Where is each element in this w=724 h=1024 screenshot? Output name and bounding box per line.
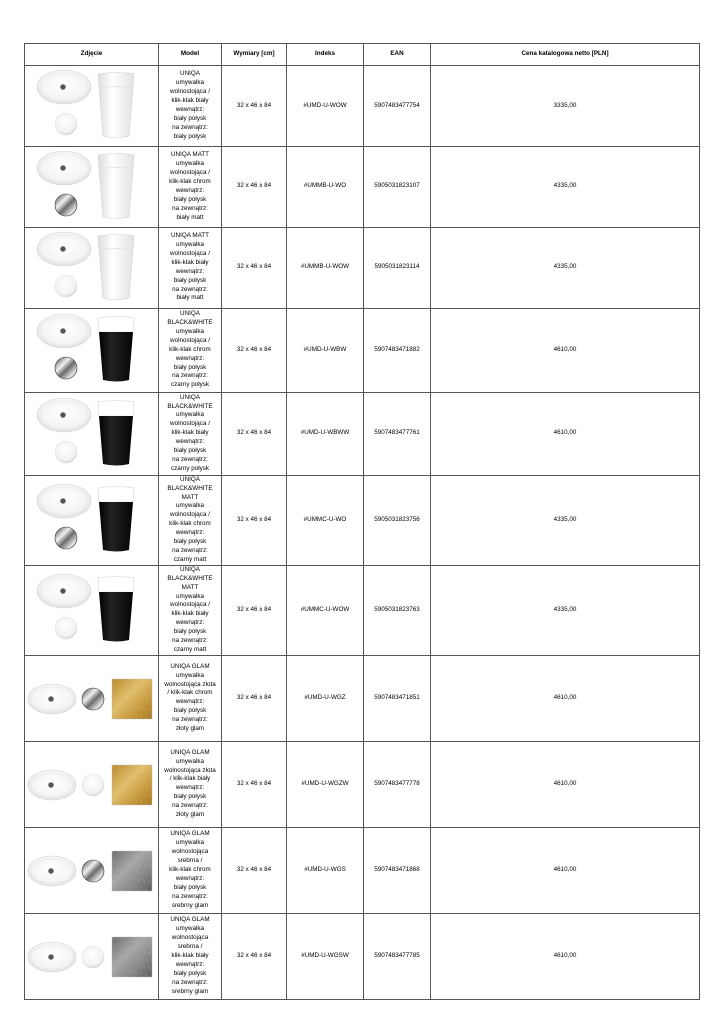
model-description	[159, 655, 222, 741]
table-row	[25, 146, 700, 227]
white-click-clack-icon	[55, 441, 77, 463]
model-line: na zewnątrz:	[172, 716, 208, 724]
model-line: wewnątrz:	[175, 267, 205, 275]
model-line: złoty glam	[175, 725, 205, 733]
model-line: wewnątrz:	[175, 186, 205, 194]
table-row	[25, 913, 700, 999]
product-photo	[25, 146, 159, 227]
model-line: na zewnątrz:	[172, 978, 208, 986]
product-photo	[25, 475, 159, 565]
model-line: umywalka	[176, 327, 204, 335]
model-line: na zewnątrz:	[172, 123, 208, 131]
ean-cell: 5907483477785	[364, 913, 431, 999]
model-line: biały matt	[176, 213, 204, 221]
basin-top-view	[37, 484, 91, 518]
basin-top-view	[37, 151, 91, 185]
model-line: UNIQA	[180, 310, 200, 318]
white-pedestal-basin-image	[98, 153, 134, 218]
model-line: na zewnątrz:	[172, 285, 208, 293]
index-cell: #UMD-U-WGZW	[287, 741, 364, 827]
model-line: klik-klak biały	[171, 258, 209, 266]
index-cell: #UMD-U-WBWW	[287, 392, 364, 475]
table-row	[25, 565, 700, 655]
basin-top-view	[28, 684, 76, 714]
ean-cell: 5907483477754	[364, 66, 431, 147]
model-line: / klik-klak chrom	[167, 689, 213, 697]
table-row	[25, 227, 700, 308]
price-cell: 4335,00	[431, 227, 700, 308]
dimensions-cell: 32 x 46 x 84	[222, 392, 287, 475]
ean-cell: 5905031823763	[364, 565, 431, 655]
model-line: na zewnątrz:	[172, 372, 208, 380]
model-line: srebrna /	[177, 856, 203, 864]
model-line: na zewnątrz:	[172, 892, 208, 900]
model-line: wolnostojąca /	[170, 336, 210, 344]
product-photo-illustration	[26, 658, 158, 734]
model-line: UNIQA MATT	[170, 232, 209, 240]
model-line: czarny połysk	[170, 381, 210, 389]
index-cell: #UMMB-U-WOW	[287, 227, 364, 308]
model-line: biały połysk	[173, 969, 207, 977]
model-line: umywalka	[176, 592, 204, 600]
model-description	[159, 565, 222, 655]
model-line: biały połysk	[173, 707, 207, 715]
price-cell: 4610,00	[431, 827, 700, 913]
chrome-click-clack-icon	[82, 688, 104, 710]
model-line: wewnątrz:	[175, 354, 205, 362]
model-line: wewnątrz:	[175, 784, 205, 792]
model-line: na zewnątrz:	[172, 204, 208, 212]
model-line: wolnostojąca /	[170, 88, 210, 96]
model-line: wolnostojąca /	[170, 420, 210, 428]
model-line: wewnątrz:	[175, 619, 205, 627]
model-line: biały połysk	[173, 883, 207, 891]
header-photo: Zdjęcie	[25, 44, 159, 66]
ean-cell: 5907483471882	[364, 308, 431, 392]
index-cell: #UMD-U-WGZ	[287, 655, 364, 741]
model-description	[159, 227, 222, 308]
ean-cell: 5905031823756	[364, 475, 431, 565]
product-photo-illustration	[26, 310, 158, 386]
basin-top-view	[37, 314, 91, 348]
model-line: umywalka	[176, 839, 204, 847]
model-description	[159, 392, 222, 475]
table-row	[25, 308, 700, 392]
dimensions-cell: 32 x 46 x 84	[222, 66, 287, 147]
model-line: klik-klak chrom	[169, 865, 211, 873]
price-cell: 4335,00	[431, 565, 700, 655]
dimensions-cell: 32 x 46 x 84	[222, 475, 287, 565]
basin-top-view	[37, 398, 91, 432]
model-description	[159, 146, 222, 227]
model-line: umywalka	[176, 757, 204, 765]
index-cell: #UMMC-U-WOW	[287, 565, 364, 655]
basin-top-view	[37, 232, 91, 266]
ean-cell: 5907483471851	[364, 655, 431, 741]
model-line: BLACK&WHITE	[167, 402, 213, 410]
model-line: wolnostojąca złota	[164, 766, 216, 774]
model-line: umywalka	[176, 160, 204, 168]
product-photo	[25, 655, 159, 741]
price-cell: 4335,00	[431, 146, 700, 227]
model-line: umywalka	[176, 79, 204, 87]
ean-cell: 5905031823114	[364, 227, 431, 308]
model-line: biały połysk	[173, 793, 207, 801]
basin-top-view	[37, 574, 91, 608]
black-pedestal-basin-image	[98, 577, 134, 642]
white-click-clack-icon	[55, 113, 77, 135]
model-line: klik-klak chrom	[169, 345, 211, 353]
model-line: UNIQA	[180, 475, 200, 483]
price-cell: 4610,00	[431, 392, 700, 475]
model-line: klik-klak biały	[171, 610, 209, 618]
model-line: biały połysk	[173, 538, 207, 546]
white-click-clack-icon	[55, 275, 77, 297]
product-photo	[25, 741, 159, 827]
model-line: biały połysk	[173, 195, 207, 203]
model-line: biały połysk	[173, 363, 207, 371]
table-row	[25, 392, 700, 475]
price-cell: 4335,00	[431, 475, 700, 565]
model-line: srebrny glam	[171, 901, 209, 909]
white-pedestal-basin-image	[98, 73, 134, 138]
product-photo	[25, 392, 159, 475]
model-line: na zewnątrz:	[172, 637, 208, 645]
model-description	[159, 913, 222, 999]
model-line: wolnostojąca /	[170, 249, 210, 257]
model-line: biały połysk	[173, 628, 207, 636]
white-click-clack-icon	[82, 946, 104, 968]
model-line: czarny matt	[173, 555, 207, 563]
model-line: srebrny glam	[171, 987, 209, 995]
index-cell: #UMD-U-WOW	[287, 66, 364, 147]
table-row	[25, 827, 700, 913]
product-photo	[25, 913, 159, 999]
model-line: / klik-klak biały	[169, 775, 211, 783]
table-row	[25, 66, 700, 147]
model-line: wolnostojąca	[171, 934, 209, 942]
model-line: UNIQA GLAM	[170, 748, 210, 756]
model-line: wewnątrz:	[175, 874, 205, 882]
model-line: klik-klak biały	[171, 429, 209, 437]
model-line: biały połysk	[173, 114, 207, 122]
basin-top-view	[37, 70, 91, 104]
table-row	[25, 741, 700, 827]
product-photo	[25, 827, 159, 913]
model-line: MATT	[181, 493, 199, 501]
model-line: wolnostojąca złota	[164, 680, 216, 688]
header-row	[25, 44, 700, 66]
header-dimensions: Wymiary [cm]	[222, 44, 287, 66]
price-cell: 3335,00	[431, 66, 700, 147]
ean-cell: 5907483471868	[364, 827, 431, 913]
model-line: na zewnątrz:	[172, 546, 208, 554]
black-pedestal-basin-image	[98, 400, 134, 465]
model-line: wewnątrz:	[175, 698, 205, 706]
model-line: UNIQA	[180, 565, 200, 573]
price-cell: 4610,00	[431, 741, 700, 827]
price-table	[24, 43, 700, 1000]
model-line: MATT	[181, 583, 199, 591]
dimensions-cell: 32 x 46 x 84	[222, 146, 287, 227]
model-line: wewnątrz:	[175, 960, 205, 968]
model-line: UNIQA	[180, 70, 200, 78]
model-line: wolnostojąca /	[170, 511, 210, 519]
model-line: biały matt	[176, 294, 204, 302]
dimensions-cell: 32 x 46 x 84	[222, 565, 287, 655]
model-line: UNIQA GLAM	[170, 830, 210, 838]
header-model: Model	[159, 44, 222, 66]
model-line: UNIQA MATT	[170, 151, 209, 159]
model-line: UNIQA GLAM	[170, 916, 210, 924]
product-photo-illustration	[26, 830, 158, 906]
header-price: Cena katalogowa netto [PLN]	[431, 44, 700, 66]
model-line: czarny matt	[173, 645, 207, 653]
product-photo	[25, 227, 159, 308]
model-line: umywalka	[176, 241, 204, 249]
white-pedestal-basin-image	[98, 234, 134, 299]
table-row	[25, 655, 700, 741]
index-cell: #UMD-U-WGS	[287, 827, 364, 913]
chrome-click-clack-icon	[55, 357, 77, 379]
product-photo	[25, 66, 159, 147]
model-line: BLACK&WHITE	[167, 484, 213, 492]
price-cell: 4610,00	[431, 913, 700, 999]
model-description	[159, 741, 222, 827]
product-photo	[25, 565, 159, 655]
product-photo-illustration	[26, 916, 158, 992]
basin-top-view	[28, 942, 76, 972]
model-line: na zewnątrz:	[172, 802, 208, 810]
model-line: biały połysk	[173, 447, 207, 455]
model-line: klik-klak chrom	[169, 520, 211, 528]
white-click-clack-icon	[82, 774, 104, 796]
model-line: klik-klak chrom	[169, 177, 211, 185]
dimensions-cell: 32 x 46 x 84	[222, 227, 287, 308]
table-body	[25, 66, 700, 1000]
model-description	[159, 475, 222, 565]
model-description	[159, 827, 222, 913]
index-cell: #UMMC-U-WO	[287, 475, 364, 565]
price-cell: 4610,00	[431, 308, 700, 392]
model-line: wolnostojąca /	[170, 169, 210, 177]
model-line: srebrna /	[177, 942, 203, 950]
price-cell: 4610,00	[431, 655, 700, 741]
ean-cell: 5907483477761	[364, 392, 431, 475]
ean-cell: 5907483477778	[364, 741, 431, 827]
product-photo-illustration	[26, 570, 158, 646]
model-line: umywalka	[176, 411, 204, 419]
ean-cell: 5905031823107	[364, 146, 431, 227]
model-line: BLACK&WHITE	[167, 574, 213, 582]
model-line: wolnostojąca	[171, 848, 209, 856]
model-line: czarny połysk	[170, 464, 210, 472]
model-line: UNIQA	[180, 393, 200, 401]
dimensions-cell: 32 x 46 x 84	[222, 913, 287, 999]
product-photo-illustration	[26, 394, 158, 470]
index-cell: #UMMB-U-WO	[287, 146, 364, 227]
model-line: wewnątrz:	[175, 529, 205, 537]
model-line: klik-klak biały	[171, 97, 209, 105]
basin-top-view	[28, 856, 76, 886]
index-cell: #UMD-U-WBW	[287, 308, 364, 392]
table-row	[25, 475, 700, 565]
model-line: wewnątrz:	[175, 438, 205, 446]
product-photo-illustration	[26, 147, 158, 223]
model-line: BLACK&WHITE	[167, 319, 213, 327]
model-line: klik-klak biały	[171, 951, 209, 959]
model-line: biały połysk	[173, 276, 207, 284]
model-line: na zewnątrz:	[172, 455, 208, 463]
model-description	[159, 66, 222, 147]
black-pedestal-basin-image	[98, 317, 134, 382]
model-line: wewnątrz:	[175, 105, 205, 113]
basin-top-view	[28, 770, 76, 800]
product-photo-illustration	[26, 480, 158, 556]
model-description	[159, 308, 222, 392]
product-photo-illustration	[26, 66, 158, 142]
header-ean: EAN	[364, 44, 431, 66]
dimensions-cell: 32 x 46 x 84	[222, 827, 287, 913]
white-click-clack-icon	[55, 617, 77, 639]
model-line: umywalka	[176, 671, 204, 679]
product-photo-illustration	[26, 228, 158, 304]
model-line: biały połysk	[173, 132, 207, 140]
index-cell: #UMD-U-WGSW	[287, 913, 364, 999]
model-line: umywalka	[176, 925, 204, 933]
chrome-click-clack-icon	[82, 860, 104, 882]
header-index: Indeks	[287, 44, 364, 66]
dimensions-cell: 32 x 46 x 84	[222, 308, 287, 392]
black-pedestal-basin-image	[98, 487, 134, 552]
model-line: UNIQA GLAM	[170, 662, 210, 670]
product-photo	[25, 308, 159, 392]
chrome-click-clack-icon	[55, 527, 77, 549]
model-line: złoty glam	[175, 811, 205, 819]
chrome-click-clack-icon	[55, 194, 77, 216]
model-line: umywalka	[176, 502, 204, 510]
dimensions-cell: 32 x 46 x 84	[222, 655, 287, 741]
model-line: wolnostojąca /	[170, 601, 210, 609]
product-photo-illustration	[26, 744, 158, 820]
dimensions-cell: 32 x 46 x 84	[222, 741, 287, 827]
